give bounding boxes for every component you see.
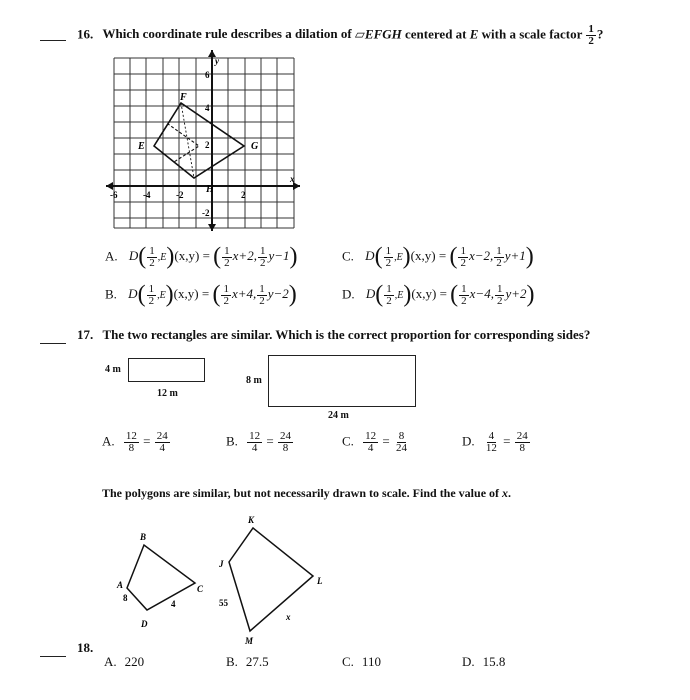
rect2-width-label: 24 m bbox=[328, 410, 349, 421]
q17-option-d[interactable]: D. $\frac{4}{12}$ = $\frac{24}{8}$ bbox=[462, 430, 528, 454]
q18-option-a[interactable]: A. 220 bbox=[104, 654, 145, 669]
point-f-label: F bbox=[180, 92, 187, 103]
q16-option-c[interactable]: C. D( $\frac{1}{2}$ ,E)(x,y) = ( $\frac{1}{2}$ x−2, $\frac{1}{2}$ y+1) bbox=[342, 244, 534, 270]
similar-polygons-figure bbox=[105, 510, 365, 645]
parallelogram-symbol: ▱ bbox=[354, 26, 365, 42]
answer-blank-16[interactable] bbox=[40, 40, 66, 41]
question-18-number: 18. bbox=[77, 640, 94, 655]
point-h-label: H bbox=[206, 184, 214, 195]
question-18-prompt: The polygons are similar, but not necessarily drawn to scale. Find the value of x. bbox=[102, 486, 512, 500]
rect1-height-label: 4 m bbox=[105, 364, 121, 375]
small-rectangle bbox=[128, 358, 205, 382]
point-g-label: G bbox=[251, 141, 259, 152]
tick-x-2: 2 bbox=[241, 190, 246, 200]
tick-y-6: 6 bbox=[205, 70, 210, 80]
q16-option-a[interactable]: A. D( $\frac{1}{2}$ ,E)(x,y) = ( $\frac{1}{2}$ x+2, $\frac{1}{2}$ y−1) bbox=[105, 244, 298, 270]
tick-y-neg2: -2 bbox=[202, 208, 210, 218]
dilated-image bbox=[154, 124, 199, 162]
rect2-height-label: 8 m bbox=[246, 375, 262, 386]
vertex-d-label: D bbox=[141, 619, 148, 629]
answer-blank-17[interactable] bbox=[40, 343, 66, 344]
q17-option-b[interactable]: B. $\frac{12}{4}$ = $\frac{24}{8}$ bbox=[226, 430, 292, 454]
side-x-label: x bbox=[286, 612, 291, 622]
q18-option-d[interactable]: D. 15.8 bbox=[462, 654, 506, 669]
x-axis-label: x bbox=[290, 174, 295, 184]
polygon-abcd bbox=[127, 545, 195, 610]
polygon-jklm bbox=[229, 528, 313, 631]
vertex-c-label: C bbox=[197, 584, 204, 594]
answer-blank-18[interactable] bbox=[40, 656, 66, 657]
q18-option-b[interactable]: B. 27.5 bbox=[226, 654, 269, 669]
side-8-label: 8 bbox=[123, 593, 128, 603]
y-axis-label: y bbox=[215, 56, 219, 66]
q16-option-b[interactable]: B. D( $\frac{1}{2}$ ,E)(x,y) = ( $\frac{1}{2}$ x+4, $\frac{1}{2}$ y−2) bbox=[105, 282, 297, 308]
vertex-a-label: A bbox=[117, 580, 124, 590]
tick-y-2: 2 bbox=[205, 140, 210, 150]
q17-option-a[interactable]: A. $\frac{12}{8}$ = $\frac{24}{4}$ bbox=[102, 430, 168, 454]
large-rectangle bbox=[268, 355, 416, 407]
vertex-j-label: J bbox=[219, 559, 224, 569]
q16-option-d[interactable]: D. D( $\frac{1}{2}$ ,E)(x,y) = ( $\frac{1}{2}$ x−4, $\frac{1}{2}$ y+2) bbox=[342, 282, 535, 308]
side-4-label: 4 bbox=[171, 599, 176, 609]
vertex-l-label: L bbox=[317, 576, 323, 586]
question-16-prompt: 16. Which coordinate rule describes a dilation of ▱EFGH centered at E with a scale factor $\frac{1}{2}$ ? bbox=[77, 23, 604, 47]
q18-option-c[interactable]: C. 110 bbox=[342, 654, 381, 669]
q17-option-c[interactable]: C. $\frac{12}{4}$ = $\frac{8}{24}$ bbox=[342, 430, 408, 454]
rect1-width-label: 12 m bbox=[157, 388, 178, 399]
tick-y-4: 4 bbox=[205, 103, 210, 113]
scale-factor-fraction: $\frac{1}{2}$ bbox=[588, 23, 594, 47]
coordinate-graph bbox=[104, 48, 304, 233]
tick-x-neg4: -4 bbox=[143, 190, 151, 200]
parallelogram-efgh bbox=[154, 103, 244, 178]
side-55-label: 55 bbox=[219, 598, 228, 608]
question-17-prompt: 17. The two rectangles are similar. Which is the correct proportion for corresponding sides? bbox=[77, 327, 591, 342]
point-e-label: E bbox=[138, 141, 145, 152]
vertex-k-label: K bbox=[248, 515, 255, 525]
tick-x-neg6: -6 bbox=[110, 190, 118, 200]
tick-x-neg2: -2 bbox=[176, 190, 184, 200]
vertex-m-label: M bbox=[245, 636, 254, 645]
vertex-b-label: B bbox=[140, 532, 147, 542]
